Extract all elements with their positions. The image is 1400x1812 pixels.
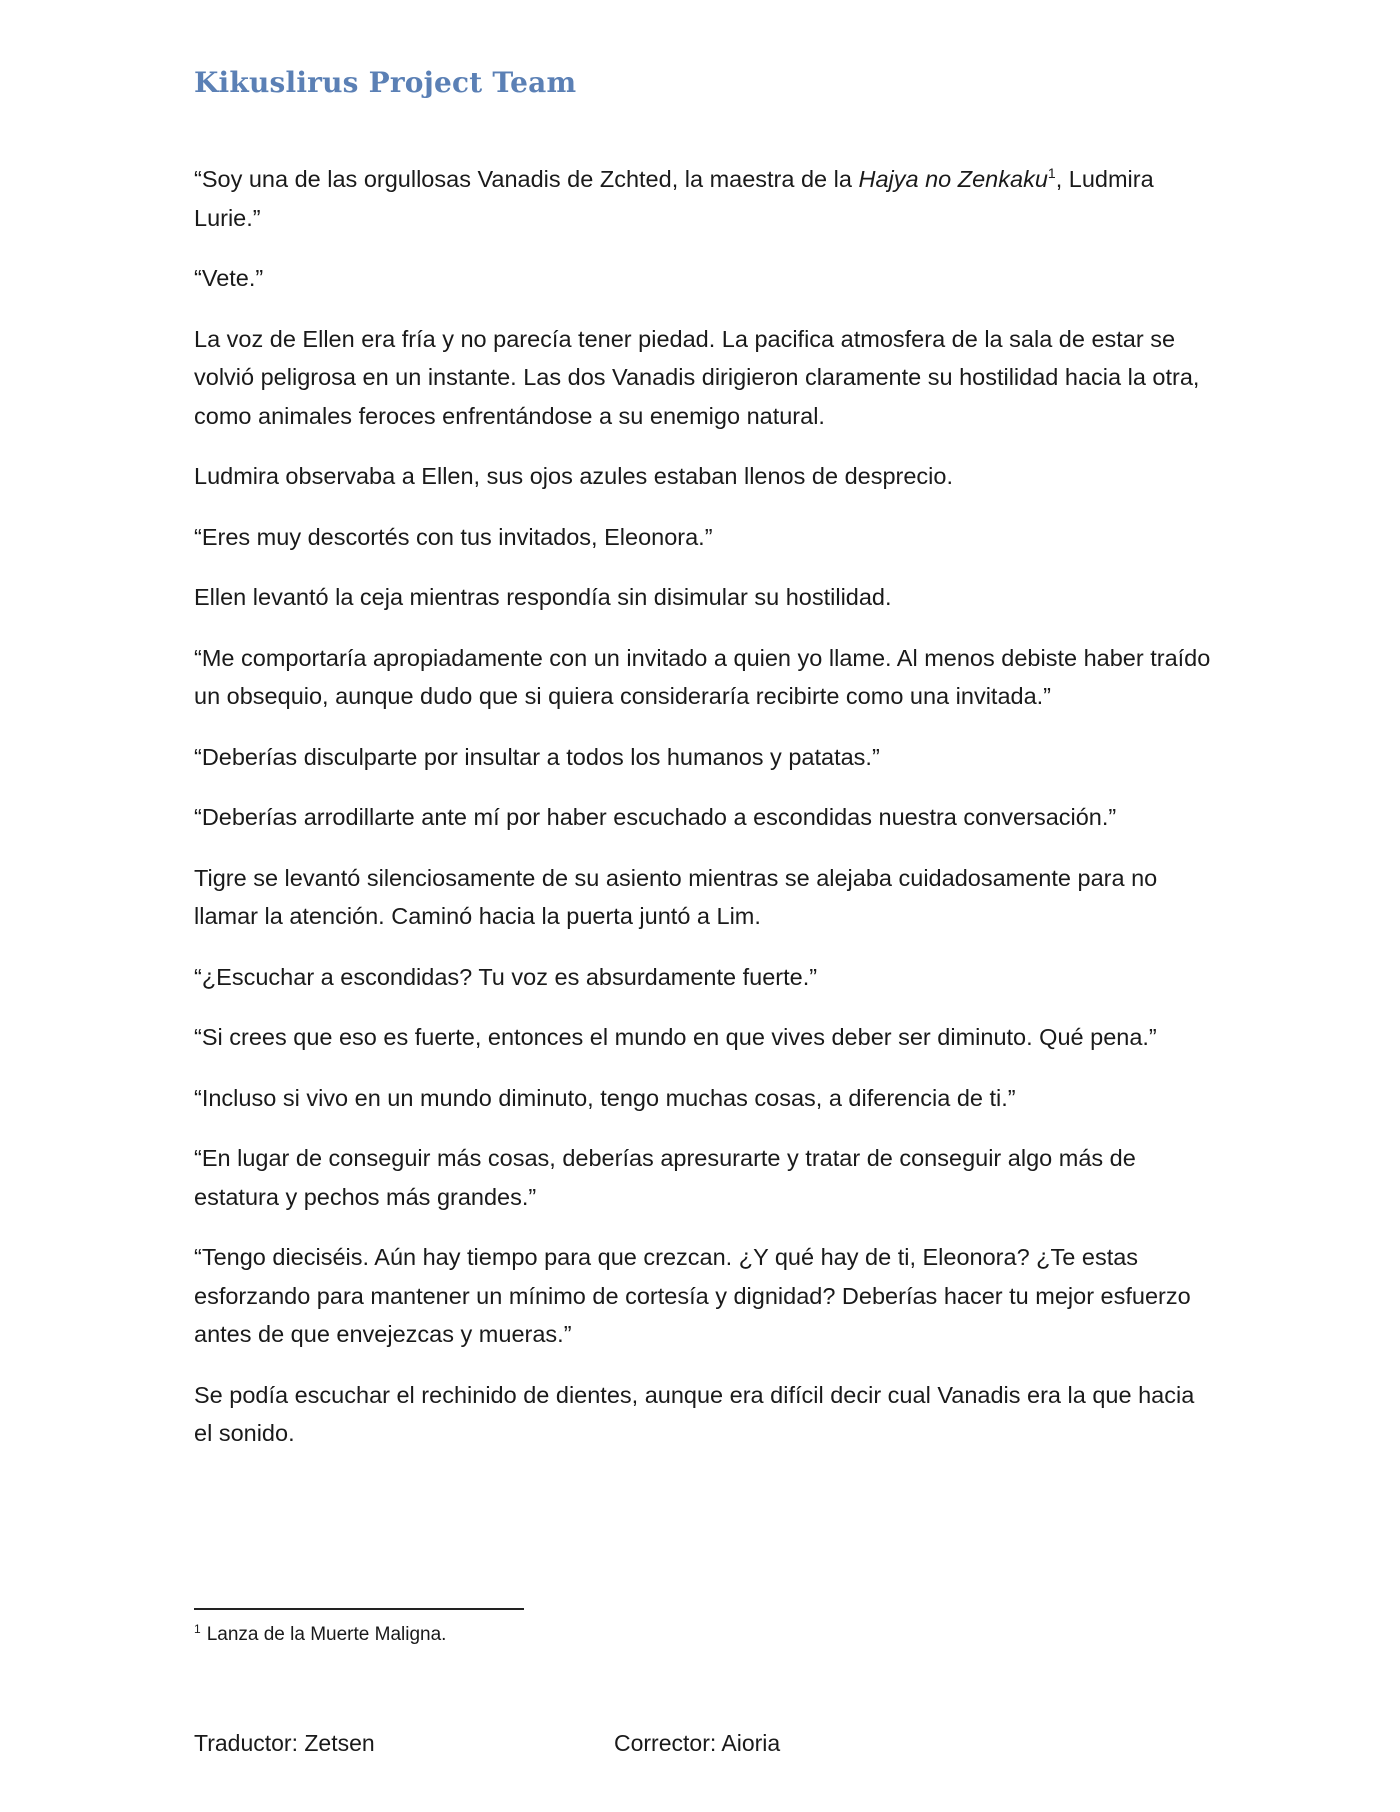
paragraph: “Si crees que eso es fuerte, entonces el mundo en que vives deber ser diminuto. Qué pena.” bbox=[194, 1024, 1157, 1050]
footnote bbox=[194, 1620, 446, 1650]
footnote-text: Lanza de la Muerte Maligna. bbox=[206, 1624, 447, 1645]
footnote-marker: 1 bbox=[194, 1621, 201, 1636]
paragraph: Ludmira observaba a Ellen, sus ojos azules estaban llenos de desprecio. bbox=[194, 463, 953, 489]
footnote-separator bbox=[194, 1608, 524, 1610]
paragraph: La voz de Ellen era fría y no parecía tener piedad. La pacifica atmosfera de la sala de estar se volvió peligrosa en un instante. Las dos Vanadis dirigieron claramente su hostilidad hacia la otra, como animales feroces enfrentándose a su enemigo natural. bbox=[194, 325, 1200, 429]
footer-corrector: Corrector: Aioria bbox=[614, 1730, 781, 1756]
paragraph-text: , Ludmira Lurie.” bbox=[194, 166, 1154, 231]
paragraph: Ellen levantó la ceja mientras respondía sin disimular su hostilidad. bbox=[194, 584, 892, 610]
footer-translator: Traductor: Zetsen bbox=[194, 1730, 375, 1756]
paragraph bbox=[194, 160, 1214, 237]
paragraph: “Vete.” bbox=[194, 265, 264, 291]
paragraph: “Eres muy descortés con tus invitados, Eleonora.” bbox=[194, 523, 713, 550]
paragraph: “Deberías arrodillarte ante mí por haber escuchado a escondidas nuestra conversación.” bbox=[194, 804, 1117, 830]
paragraph: “¿Escuchar a escondidas? Tu voz es absurdamente fuerte.” bbox=[194, 963, 818, 990]
paragraph: “Me comportaría apropiadamente con un invitado a quien yo llame. Al menos debiste haber traído un obsequio, aunque dudo que si quiera consideraría recibirte como una invitada.” bbox=[194, 644, 1211, 709]
paragraph: “Incluso si vivo en un mundo diminuto, tengo muchas cosas, a diferencia de ti.” bbox=[194, 1084, 1016, 1111]
body-text bbox=[194, 160, 1214, 1475]
paragraph-text: “Soy una de las orgullosas Vanadis de Zchted, la maestra de la bbox=[194, 166, 859, 192]
page-header-title: Kikuslirus Project Team bbox=[194, 66, 577, 99]
paragraph: Se podía escuchar el rechinido de dientes, aunque era difícil decir cual Vanadis era la que hacia el sonido. bbox=[194, 1381, 1195, 1446]
footnote-reference[interactable]: 1 bbox=[1047, 165, 1056, 182]
paragraph: “Tengo dieciséis. Aún hay tiempo para que crezcan. ¿Y qué hay de ti, Eleonora? ¿Te estas esforzando para mantener un mínimo de cortesía y dignidad? Deberías hacer tu mejor esfuerzo antes de que envejezcas y mueras.” bbox=[194, 1244, 1191, 1347]
paragraph: Tigre se levantó silenciosamente de su asiento mientras se alejaba cuidadosamente para no llamar la atención. Caminó hacia la puerta juntó a Lim. bbox=[194, 864, 1158, 929]
italic-term: Hajya no Zenkaku bbox=[858, 166, 1048, 192]
paragraph: “Deberías disculparte por insultar a todos los humanos y patatas.” bbox=[194, 743, 880, 770]
paragraph: “En lugar de conseguir más cosas, deberías apresurarte y tratar de conseguir algo más de estatura y pechos más grandes.” bbox=[194, 1145, 1136, 1210]
